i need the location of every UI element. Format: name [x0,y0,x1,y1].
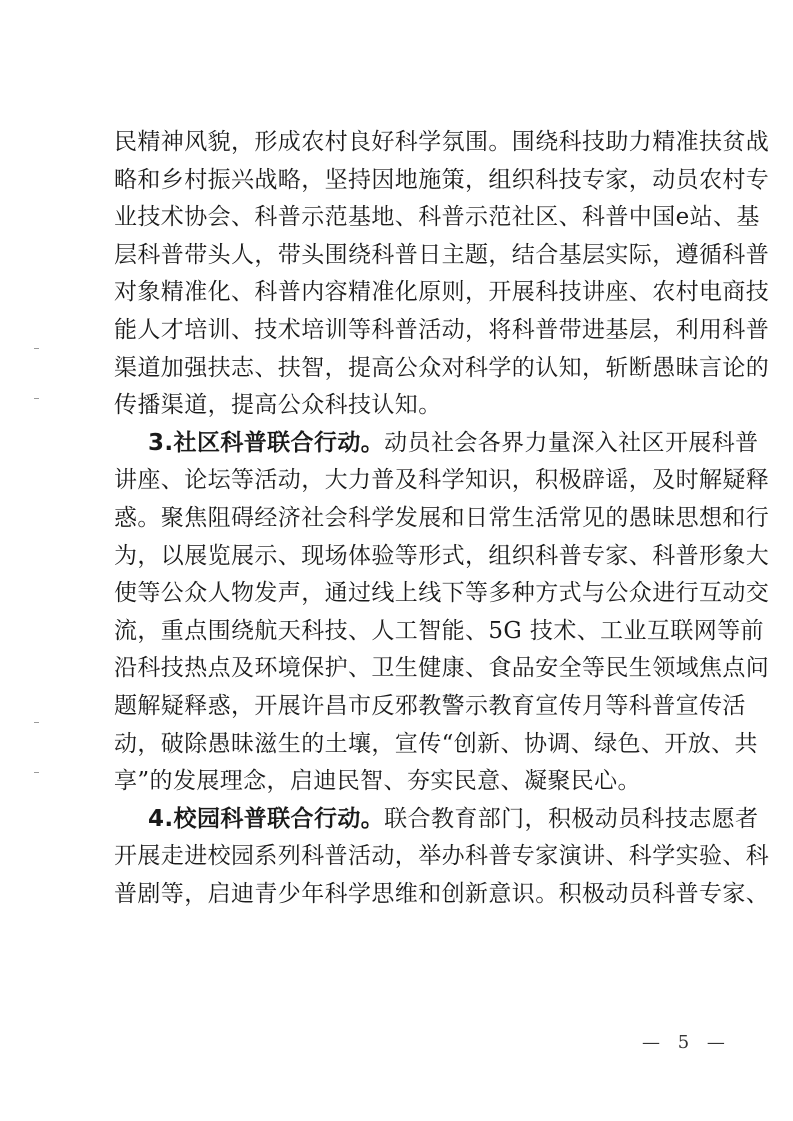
text-line: 略和乡村振兴战略，坚持因地施策，组织科技专家，动员农村专 [114,166,770,193]
text-line: 层科普带头人，带头围绕科普日主题，结合基层实际，遵循科普 [114,241,770,268]
text-line: 开展走进校园系列科普活动，举办科普专家演讲、科学实验、科 [114,843,770,870]
text-line: 题解疑释惑，开展许昌市反邪教警示教育宣传月等科普宣传活 [114,692,746,719]
margin-mark [34,348,39,349]
text-line: 能人才培训、技术培训等科普活动，将科普带进基层，利用科普 [114,316,770,343]
text-line: 渠道加强扶志、扶智，提高公众对科学的认知，斩断愚昧言论的 [114,354,770,381]
text-line: 传播渠道，提高公众科技认知。 [114,392,442,419]
section-4-heading: 4.校园科普联合行动。 [148,805,385,832]
text-line: 使等公众人物发声，通过线上线下等多种方式与公众进行互动交 [114,580,770,607]
text-line: 沿科技热点及环境保护、卫生健康、食品安全等民生领域焦点问 [114,655,770,682]
text-line: 为，以展览展示、现场体验等形式，组织科普专家、科普形象大 [114,542,770,569]
section-4-first-line [114,801,759,839]
text-line: 享”的发展理念，启迪民智、夯实民意、凝聚民心。 [114,768,641,795]
margin-mark [34,398,39,399]
text-line: 动，破除愚昧滋生的土壤，宣传“创新、协调、绿色、开放、共 [114,730,758,757]
text-line: 对象精准化、科普内容精准化原则，开展科技讲座、农村电商技 [114,279,770,306]
body-text [114,124,770,913]
text-line: 讲座、论坛等活动，大力普及科学知识，积极辟谣，及时解疑释 [114,467,770,494]
section-3-first-line [114,425,759,463]
text-line: 惑。聚焦阻碍经济社会科学发展和日常生活常见的愚昧思想和行 [114,504,770,531]
text-line: 流，重点围绕航天科技、人工智能、5G 技术、工业互联网等前 [114,617,764,644]
text-line: 业技术协会、科普示范基地、科普示范社区、科普中国e站、基 [114,204,760,231]
section-3-heading: 3.社区科普联合行动。 [148,429,385,456]
section-3-first-line-text: 动员社会各界力量深入社区开展科普 [384,429,759,456]
page-number: — 5 — [642,1032,731,1053]
text-line: 民精神风貌，形成农村良好科学氛围。围绕科技助力精准扶贫战 [114,129,770,155]
margin-mark [34,772,39,773]
text-line: 普剧等，启迪青少年科学思维和创新意识。积极动员科普专家、 [114,880,770,907]
section-4-first-line-text: 联合教育部门，积极动员科技志愿者 [384,805,759,832]
margin-mark [34,722,39,723]
